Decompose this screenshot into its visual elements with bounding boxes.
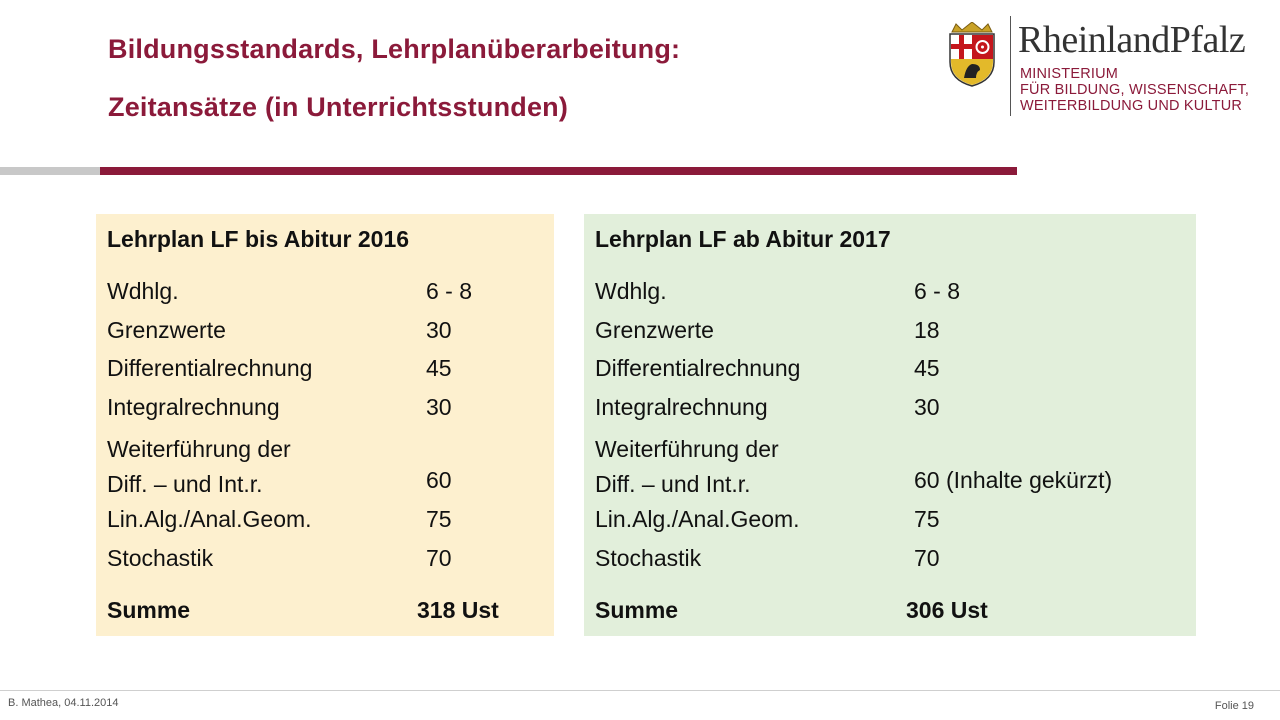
list-item [595,545,1196,584]
ministry-line2: FÜR BILDUNG, WISSENSCHAFT, [1020,82,1250,98]
list-item [107,317,554,356]
panel-title: Lehrplan LF ab Abitur 2017 [595,226,891,252]
rlp-logo [938,14,1248,120]
topic-label: Stochastik [595,544,702,571]
list-item [107,394,554,433]
hours-value: 30 [914,393,940,420]
list-item [595,317,1196,356]
hours-value: 75 [426,506,452,532]
sum-label: Summe [595,597,679,623]
hours-value: 60 (Inhalte gekürzt) [914,467,1113,493]
list-item [107,278,554,317]
list-item [107,506,554,545]
hours-value: 70 [914,544,940,571]
coat-of-arms-icon [942,22,1002,88]
list-item [107,432,554,506]
topic-label: Grenzwerte [595,316,714,343]
hours-value: 45 [426,355,452,381]
ministry-line3: WEITERBILDUNG UND KULTUR [1020,98,1243,114]
topic-label: Lin.Alg./Anal.Geom. [595,506,800,532]
slide-title-line1: Bildungsstandards, Lehrplanüberarbeitung: [108,34,681,64]
hours-value: 6 - 8 [914,278,961,304]
list-item [595,355,1196,394]
list-item [595,278,1196,317]
hours-value: 30 [426,316,452,343]
hours-value: 70 [426,544,452,571]
hours-value: 75 [914,506,940,532]
topic-label: Lin.Alg./Anal.Geom. [107,506,312,532]
separator-grey [0,167,100,175]
topic-label: Stochastik [107,544,214,571]
hours-list [595,278,1196,583]
sum-label: Summe [107,597,191,623]
topic-label: Wdhlg. [595,278,667,304]
topic-label: Differentialrechnung [595,355,801,381]
separator-accent [100,167,1017,175]
panel-title: Lehrplan LF bis Abitur 2016 [107,226,410,252]
topic-label-line1: Weiterführung der [107,436,291,462]
hours-list [107,278,554,583]
footer-author-date: B. Mathea, 04.11.2014 [8,697,119,709]
topic-label-line2: Diff. – und Int.r. [595,471,751,497]
footer-page-number: Folie 19 [1214,700,1254,712]
list-item [107,355,554,394]
list-item [595,432,1196,506]
list-item [107,545,554,584]
list-item [595,394,1196,433]
sum-value: 318 Ust [417,597,499,623]
hours-value: 18 [914,316,940,343]
panel-lehrplan-2016 [96,214,554,636]
topic-label: Integralrechnung [595,393,768,420]
ministry-name [1020,66,1249,114]
topic-label-line1: Weiterführung der [595,436,779,462]
topic-label: Differentialrechnung [107,355,313,381]
ministry-line1: MINISTERIUM [1020,66,1119,82]
topic-label: Wdhlg. [107,278,179,304]
topic-label: Integralrechnung [107,393,280,420]
hours-value: 45 [914,355,940,381]
slide-title-line2: Zeitansätze (in Unterrichtsstunden) [108,92,569,122]
panel-lehrplan-2017 [584,214,1196,636]
topic-label [595,432,779,502]
hours-value: 30 [426,393,452,420]
footer-divider [0,690,1280,691]
hours-value: 60 [426,467,452,493]
sum-value: 306 Ust [906,597,988,623]
hours-value: 6 - 8 [426,278,473,304]
brand-wordmark: RheinlandPfalz [1018,19,1246,61]
list-item [595,506,1196,545]
topic-label [107,432,291,502]
logo-divider [1010,16,1011,116]
topic-label-line2: Diff. – und Int.r. [107,471,263,497]
topic-label: Grenzwerte [107,316,226,343]
